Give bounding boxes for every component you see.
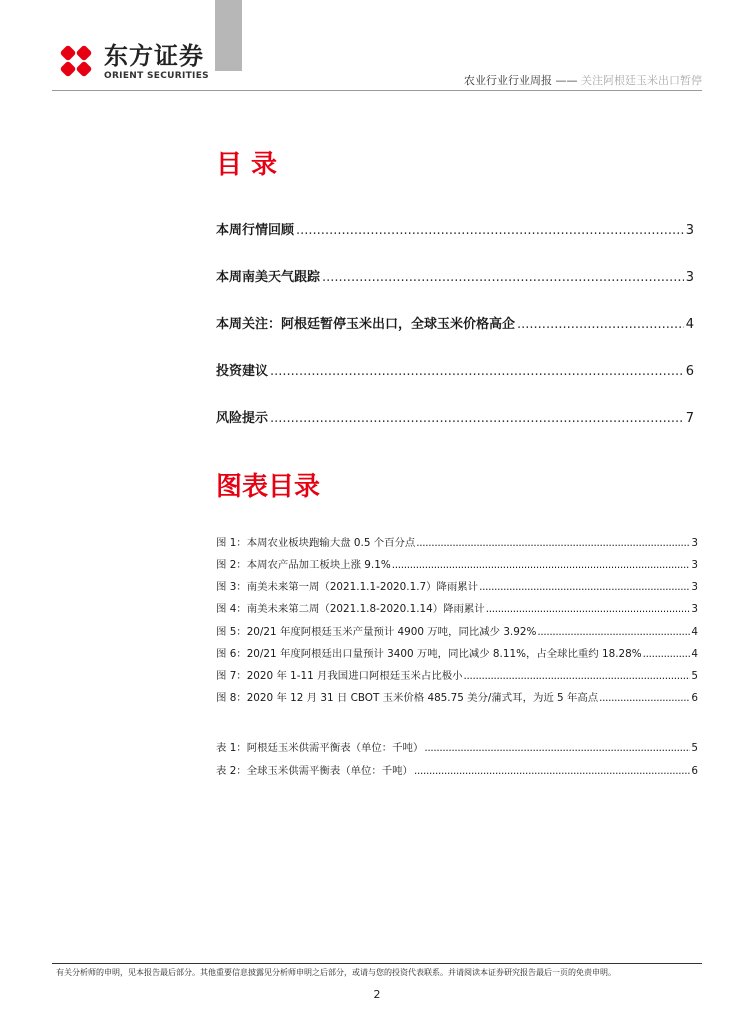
toc-entry-page: 6 xyxy=(685,364,694,379)
figure-leader-dots xyxy=(643,647,691,662)
toc-entry[interactable] xyxy=(216,410,694,428)
toc-entry-label: 本周行情回顾 xyxy=(216,223,295,238)
figure-leader-dots xyxy=(486,602,691,617)
figure-entry-label: 图 6：20/21 年度阿根廷出口量预计 3400 万吨，同比减少 8.11%，占全球比重约 18.28% xyxy=(216,648,642,660)
table-entry[interactable] xyxy=(216,741,698,756)
table-leader-dots xyxy=(424,741,690,756)
header-gray-bar xyxy=(215,0,242,71)
table-entry-label: 表 2：全球玉米供需平衡表（单位：千吨） xyxy=(216,765,413,777)
toc-entry-label: 本周南美天气跟踪 xyxy=(216,270,321,285)
table-entry-page: 6 xyxy=(691,765,698,777)
figure-entry[interactable] xyxy=(216,580,698,595)
figure-entry-label: 图 2：本周农产品加工板块上涨 9.1% xyxy=(216,559,391,571)
report-type: 农业行业行业周报 xyxy=(464,74,552,87)
orient-logo-icon xyxy=(56,41,96,81)
figure-leader-dots xyxy=(416,536,690,551)
figure-entry-label: 图 3：南美未来第一周（2021.1.1-2020.1.7）降雨累计 xyxy=(216,581,479,593)
figure-entry-page: 3 xyxy=(691,603,698,615)
figure-entry[interactable] xyxy=(216,669,698,684)
header-separator: —— xyxy=(555,74,578,87)
figure-entry-label: 图 7：2020 年 1-11 月我国进口阿根廷玉米占比极小 xyxy=(216,670,463,682)
figure-entry[interactable] xyxy=(216,691,698,706)
toc-entry-label: 本周关注：阿根廷暂停玉米出口，全球玉米价格高企 xyxy=(216,317,516,332)
table-entry-label: 表 1：阿根廷玉米供需平衡表（单位：千吨） xyxy=(216,742,424,754)
header-divider xyxy=(52,90,702,91)
figure-leader-dots xyxy=(537,625,690,640)
figure-entry-page: 6 xyxy=(691,692,698,704)
figure-entry-label: 图 5：20/21 年度阿根廷玉米产量预计 4900 万吨，同比减少 3.92% xyxy=(216,626,537,638)
figure-leader-dots xyxy=(392,558,691,573)
figure-entry[interactable] xyxy=(216,647,698,662)
figure-entry[interactable] xyxy=(216,602,698,617)
figure-entry-label: 图 1：本周农业板块跑输大盘 0.5 个百分点 xyxy=(216,537,416,549)
figure-entry-page: 4 xyxy=(691,626,698,638)
table-entry[interactable] xyxy=(216,764,698,779)
table-entry-page: 5 xyxy=(691,742,698,754)
toc-entry-page: 3 xyxy=(685,223,694,238)
figure-entry-page: 3 xyxy=(691,559,698,571)
figures-toc-title: 图表目录 xyxy=(216,472,321,502)
company-logo xyxy=(56,41,211,83)
figure-entry-label: 图 8：2020 年 12 月 31 日 CBOT 玉米价格 485.75 美分/蒲式耳，为近 5 年高点 xyxy=(216,692,599,704)
figure-leader-dots xyxy=(599,691,690,706)
figure-entry-page: 4 xyxy=(691,648,698,660)
toc-leader-dots xyxy=(270,410,684,428)
report-header-title xyxy=(464,74,702,88)
figure-leader-dots xyxy=(479,580,690,595)
toc-leader-dots xyxy=(270,363,684,381)
toc-title: 目 录 xyxy=(216,150,278,180)
figure-entry-label: 图 4：南美未来第二周（2021.1.8-2020.1.14）降雨累计 xyxy=(216,603,485,615)
figure-entry[interactable] xyxy=(216,625,698,640)
logo-english-name: ORIENT SECURITIES xyxy=(104,71,209,81)
page-number: 2 xyxy=(373,988,381,1001)
figure-entry-page: 3 xyxy=(691,581,698,593)
footer-disclaimer: 有关分析师的申明，见本报告最后部分。其他重要信息披露见分析师申明之后部分，或请与您的投资代表联系。并请阅读本证券研究报告最后一页的免责申明。 xyxy=(56,968,616,977)
figure-entry[interactable] xyxy=(216,558,698,573)
logo-chinese-name: 东方证券 xyxy=(104,42,204,70)
figure-leader-dots xyxy=(464,669,691,684)
report-subtitle: 关注阿根廷玉米出口暂停 xyxy=(581,74,702,87)
toc-entry[interactable] xyxy=(216,269,694,287)
figure-entry-page: 3 xyxy=(691,537,698,549)
toc-leader-dots xyxy=(322,269,684,287)
toc-entry[interactable] xyxy=(216,316,694,334)
toc-entry-page: 3 xyxy=(685,270,694,285)
toc-entry-label: 风险提示 xyxy=(216,411,269,426)
figure-entry-page: 5 xyxy=(691,670,698,682)
toc-entry[interactable] xyxy=(216,222,694,240)
table-leader-dots xyxy=(414,764,690,779)
footer-divider xyxy=(52,963,702,964)
toc-entry-page: 7 xyxy=(685,411,694,426)
toc-entry-label: 投资建议 xyxy=(216,364,269,379)
figure-entry[interactable] xyxy=(216,536,698,551)
toc-entry[interactable] xyxy=(216,363,694,381)
toc-entry-page: 4 xyxy=(685,317,694,332)
toc-leader-dots xyxy=(296,222,684,240)
toc-leader-dots xyxy=(517,316,684,334)
